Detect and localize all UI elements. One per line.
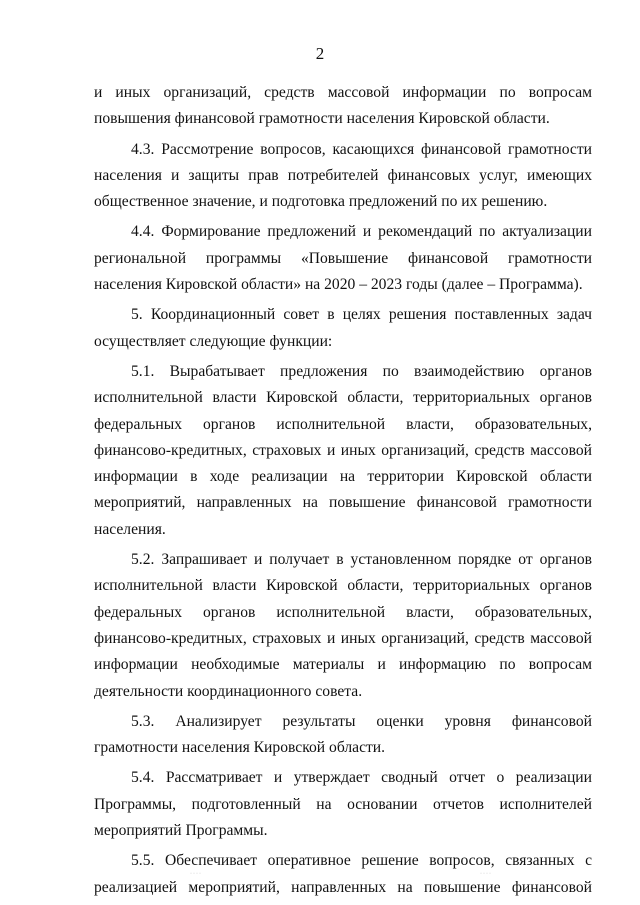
paragraph-5-5: 5.5. Обеспечивает оперативное решение вопросов, связанных с реализацией мероприятий, направленных на повышение финансовой <box>94 852 592 896</box>
paragraph-4-3: 4.3. Рассмотрение вопросов, касающихся финансовой грамотности населения и защиты прав потребителей финансовых услуг, имеющих общественное значение, и подготовка предложений по их решению. <box>94 140 592 211</box>
paragraph-5-4: 5.4. Рассматривает и утверждает сводный отчет о реализации Программы, подготовленный на основании отчетов исполнителей мероприятий Программы. <box>94 769 592 840</box>
paragraph-continuation: и иных организаций, средств массовой информации по вопросам повышения финансовой грамотности населения Кировской области. <box>94 84 592 128</box>
paragraph-5-2: 5.2. Запрашивает и получает в установленном порядке от органов исполнительной власти Кировской области, территориальных органов федеральных органов исполнительной власти, образовательных, финансово-кредитных, страховых и иных организаций, средств массовой информации необходимые материалы и информацию по вопросам деятельности координационного совета. <box>94 551 592 700</box>
scan-mark-right: ···· <box>480 871 492 877</box>
paragraph-5: 5. Координационный совет в целях решения поставленных задач осуществляет следующие функции: <box>94 306 592 350</box>
paragraph-4-4: 4.4. Формирование предложений и рекомендаций по актуализации региональной программы «Повышение финансовой грамотности населения Кировской области» на 2020 – 2023 годы (далее – Программа). <box>94 223 592 294</box>
page-number: 2 <box>315 44 325 63</box>
scan-mark-left: ···· <box>190 871 202 877</box>
document-body <box>94 80 592 901</box>
paragraph-5-1: 5.1. Вырабатывает предложения по взаимодействию органов исполнительной власти Кировской области, территориальных органов федеральных органов исполнительной власти, образовательных, финансово-кредитных, страховых и иных организаций, средств массовой информации в ходе реализации на территории Кировской области мероприятий, направленных на повышение финансовой грамотности населения. <box>94 362 592 538</box>
paragraph-5-3: 5.3. Анализирует результаты оценки уровня финансовой грамотности населения Кировской области. <box>94 712 592 757</box>
